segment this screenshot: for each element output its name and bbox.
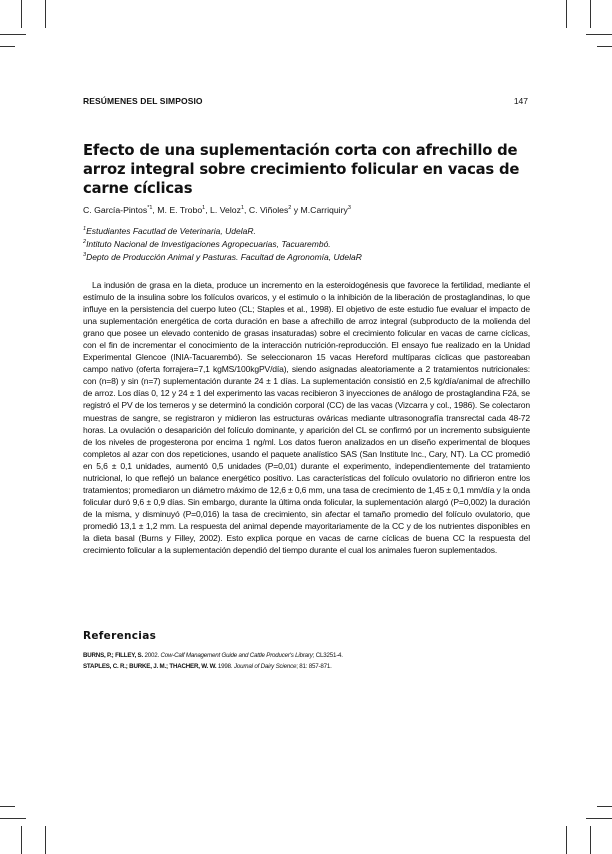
author: L. Veloz$^1$, bbox=[210, 205, 249, 215]
crop-mark bbox=[0, 46, 15, 47]
crop-mark bbox=[45, 0, 46, 28]
crop-mark bbox=[0, 818, 26, 819]
crop-mark bbox=[590, 0, 591, 28]
crop-mark bbox=[45, 826, 46, 854]
author: M.Carriquiry$^3$ bbox=[300, 205, 351, 215]
reference-item: BURNS, P.; FILLEY, S. 2002. Cow-Calf Management Guide and Cattle Producer's Library; CL3251-4. bbox=[83, 652, 343, 659]
crop-mark bbox=[590, 826, 591, 854]
section-title: RESÚMENES DEL SIMPOSIO bbox=[83, 96, 203, 106]
crop-mark bbox=[566, 0, 567, 28]
crop-mark bbox=[597, 806, 612, 807]
article-title: Efecto de una suplementación corta con afrechillo de arroz integral sobre crecimiento folicular en vacas de carne cíclicas bbox=[83, 142, 520, 197]
crop-mark bbox=[21, 0, 22, 28]
reference-item: STAPLES, C. R.; BURKE, J. M.; THACHER, W. W. 1998. Journal of Dairy Science; 81: 857-871. bbox=[83, 663, 332, 670]
affiliation: $^3$Depto de Producción Animal y Pasturas. Facultad de Agronomía, UdelaR bbox=[83, 252, 362, 262]
crop-mark bbox=[586, 34, 612, 35]
crop-mark bbox=[21, 826, 22, 854]
author-list bbox=[83, 205, 543, 216]
crop-mark bbox=[586, 818, 612, 819]
affiliation: $^1$Estudiantes Facutlad de Veterinaria, UdelaR. bbox=[83, 226, 256, 236]
crop-mark bbox=[0, 34, 26, 35]
crop-mark bbox=[597, 46, 612, 47]
reference-list bbox=[83, 650, 530, 672]
affiliation: $^2$Intituto Nacional de Investigaciones Agropecuarias, Tacuarembó. bbox=[83, 239, 331, 249]
abstract-body: La indusión de grasa en la dieta, produce un incremento en la esteroidogénesis que favorece la fertilidad, mediante el estímulo de la insulina sobre los folículos ovaricos, y el estimulo o la inhibición de la liberación de prostaglandinas, lo que influye en la persistencia del cuerpo luteo (CL; Staples et al., 1998). El objetivo de este estudio fue evaluar el impacto de una suplementación energética de corta duración en base a afrechillo de arroz integral (subproducto de la molienda del grano que posee un elevado contenido de grasas insaturadas) sobre el crecimiento folicular en vacas de carne cíclicas, con el fin de incrementar el conocimiento de la interacción nutrición-reproducción. El ensayo fue realizado en la Unidad Experimental Glencoe (INIA-Tacuarembó). Se seleccionaron 15 vacas Hereford multíparas cíclicas que pastoreaban campo nativo (oferta forrajera=7,1 kgMS/100kgPV/día), siendo asignadas aleatoriamente a 2 tratamientos nutricionales: con (n=8) y sin (n=7) suplementación durante 24 ± 1 días. La suplementación consistió en 2,5 kg/día/animal de afrechillo de arroz. Los días 0, 12 y 24 ± 1 del experimento las vacas recibieron 3 inyecciones de análogo de prostaglandina F2á, se registró el PV de los terneros y se determinó la condición corporal (CC) de las vacas (Vizcarra y col., 1986). Se colectaron muestras de sangre, se registraron y midieron las estructuras ováricas mediante ultrasonografía transrectal cada 48-72 horas. La ovulación o desaparición del folículo dominante, y aparición del CL se confirmó por un incremento subsiguiente de los niveles de progesterona por encima 1 ng/ml. Los datos fueron analizados en un diseño experimental de bloques completos al azar con dos repeticiones, usando el paquete analístico SAS (San Institute Inc., Cary, NT). La CC promedió en 5,6 ± 0,1 unidades, aumentó 0,5 unidades (P=0,01) durante el experimento, independientemente del tratamiento nutricional, lo que reflejó un balance energético positivo. Las características del folículo ovulatorio no difirieron entre los tratamientos; promediaron un diámetro máximo de 12,6 ± 0,6 mm, una tasa de crecimiento de 1,45 ± 0,1 mm/día y la onda folicular duró 9,6 ± 0,9 días. Sin embargo, durante la última onda folicular, la suplementación alargó (P=0,002) la duración de la misma, y disminuyó (P=0,016) la tasa de crecimiento, sin afectar el tamaño promedio del folículo ovulatorio, que promedió 13,1 ± 1,2 mm. La respuesta del animal depende mayoritariamente de la CC y de los nutrientes disponibles en la dieta basal (Burns y Filley, 2002). Esto explica porque en vacas de carne cíclicas de buena CC la respuesta del crecimiento folicular a la suplementación dependió del tiempo durante el cual los animales fueron suplementados. bbox=[83, 280, 530, 556]
crop-mark bbox=[566, 826, 567, 854]
running-header bbox=[83, 96, 528, 110]
page-number: 147 bbox=[513, 96, 528, 106]
author: C. García-Pintos$^{*1}$, bbox=[83, 205, 158, 215]
crop-mark bbox=[0, 806, 15, 807]
references-heading: Referencias bbox=[83, 630, 157, 642]
affiliation-list bbox=[83, 225, 543, 264]
author: M. E. Trobo$^1$, bbox=[157, 205, 211, 215]
author: C. Viñoles$^2$ y bbox=[248, 205, 301, 215]
